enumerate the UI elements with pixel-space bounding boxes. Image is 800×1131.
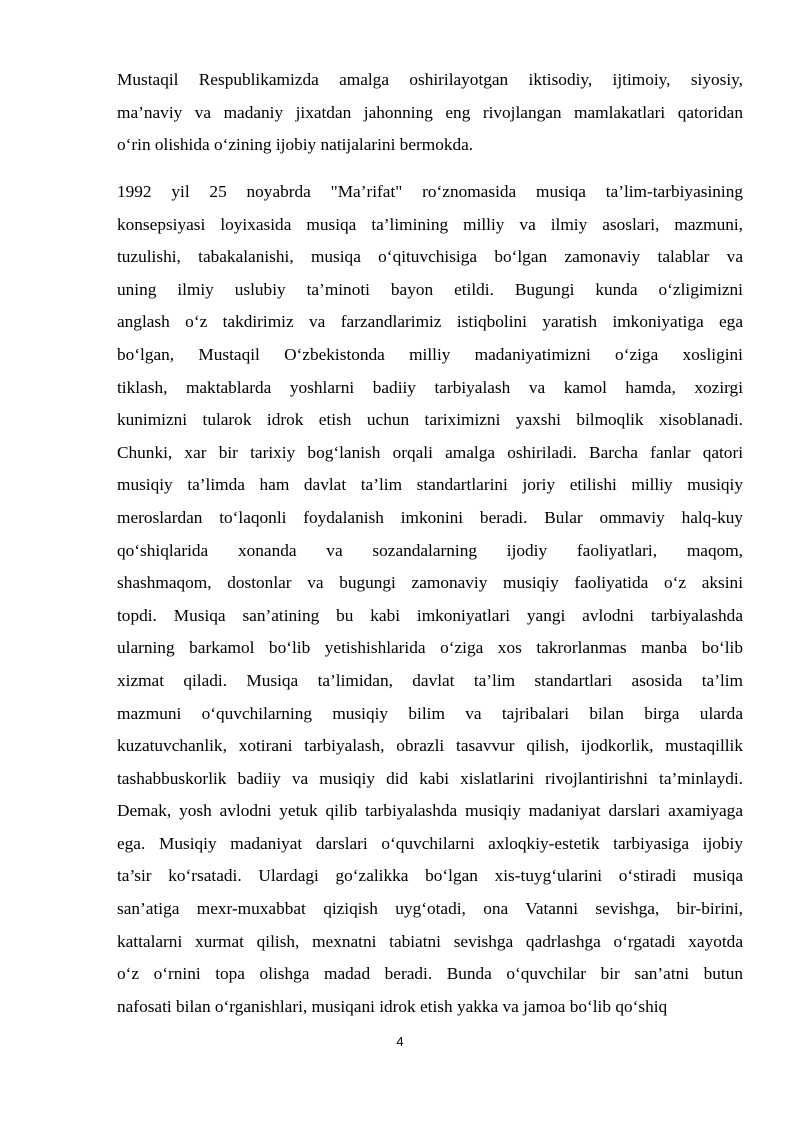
text-line: san’atiga mexr-muxabbat qiziqish uyg‘otadi, ona Vatanni sevishga, bir-birini, <box>117 899 743 919</box>
text-line: Chunki, xar bir tarixiy bog‘lanish orqali amalga oshiriladi. Barcha fanlar qatori <box>117 442 743 462</box>
text-line: tuzulishi, tabakalanishi, musiqa o‘qituvchisiga bo‘lgan zamonaviy talablar va <box>117 247 743 267</box>
text-line: Demak, yosh avlodni yetuk qilib tarbiyalashda musiqiy madaniyat darslari axamiyaga <box>117 801 743 821</box>
text-line: nafosati bilan o‘rganishlari, musiqani idrok etish yakka va jamoa bo‘lib qo‘shiq <box>117 996 668 1016</box>
text-line: bo‘lgan, Mustaqil O‘zbekistonda milliy madaniyatimizni o‘ziga xosligini <box>117 344 743 364</box>
text-line: o‘z o‘rnini topa olishga madad beradi. Bunda o‘quvchilar bir san’atni butun <box>117 964 743 984</box>
paragraph-2 <box>117 176 743 1023</box>
text-line: topdi. Musiqa san’atining bu kabi imkoniyatlari yangi avlodni tarbiyalashda <box>117 605 743 625</box>
text-line: o‘rin olishida o‘zining ijobiy natijalarini bermokda. <box>117 135 474 155</box>
text-line: meroslardan to‘laqonli foydalanish imkonini beradi. Bular ommaviy halq-kuy <box>117 507 743 527</box>
text-line: kunimizni tularok idrok etish uchun tariximizni yaxshi bilmoqlik xisoblanadi. <box>117 410 743 430</box>
text-line: tiklash, maktablarda yoshlarni badiiy tarbiyalash va kamol hamda, xozirgi <box>117 377 743 397</box>
text-line: uning ilmiy uslubiy ta’minoti bayon etildi. Bugungi kunda o‘zligimizni <box>117 279 743 299</box>
paragraph-1 <box>117 64 743 162</box>
text-line: Mustaqil Respublikamizda amalga oshirilayotgan iktisodiy, ijtimoiy, siyosiy, <box>117 70 743 89</box>
text-line: anglash o‘z takdirimiz va farzandlarimiz istiqbolini yaratish imkoniyatiga ega <box>117 312 743 332</box>
text-line: tashabbuskorlik badiiy va musiqiy did kabi xislatlarini rivojlantirishni ta’minlaydi. <box>117 768 743 788</box>
text-line: kuzatuvchanlik, xotirani tarbiyalash, obrazli tasavvur qilish, ijodkorlik, mustaqillik <box>117 736 743 756</box>
text-line: konsepsiyasi loyixasida musiqa ta’limining milliy va ilmiy asoslari, mazmuni, <box>117 214 743 234</box>
text-line: 1992 yil 25 noyabrda "Ma’rifat" ro‘znomasida musiqa ta’lim-tarbiyasining <box>117 182 743 201</box>
text-line: ma’naviy va madaniy jixatdan jahonning eng rivojlangan mamlakatlari qatoridan <box>117 102 743 122</box>
text-line: ta’sir ko‘rsatadi. Ulardagi go‘zalikka bo‘lgan xis-tuyg‘ularini o‘stiradi musiqa <box>117 866 743 886</box>
text-line: mazmuni o‘quvchilarning musiqiy bilim va tajribalari bilan birga ularda <box>117 703 743 723</box>
text-line: musiqiy ta’limda ham davlat ta’lim standartlarini joriy etilishi milliy musiqiy <box>117 475 743 495</box>
page-number: 4 <box>396 1034 404 1049</box>
text-line: qo‘shiqlarida xonanda va sozandalarning ijodiy faoliyatlari, maqom, <box>117 540 743 560</box>
text-line: xizmat qiladi. Musiqa ta’limidan, davlat ta’lim standartlari asosida ta’lim <box>117 670 743 690</box>
text-line: ega. Musiqiy madaniyat darslari o‘quvchilarni axloqkiy-estetik tarbiyasiga ijobiy <box>117 833 743 853</box>
text-line: kattalarni xurmat qilish, mexnatni tabiatni sevishga qadrlashga o‘rgatadi xayotda <box>117 931 743 951</box>
text-line: ularning barkamol bo‘lib yetishishlarida o‘ziga xos takrorlanmas manba bo‘lib <box>117 638 743 658</box>
text-line: shashmaqom, dostonlar va bugungi zamonaviy musiqiy faoliyatida o‘z aksini <box>117 573 743 593</box>
